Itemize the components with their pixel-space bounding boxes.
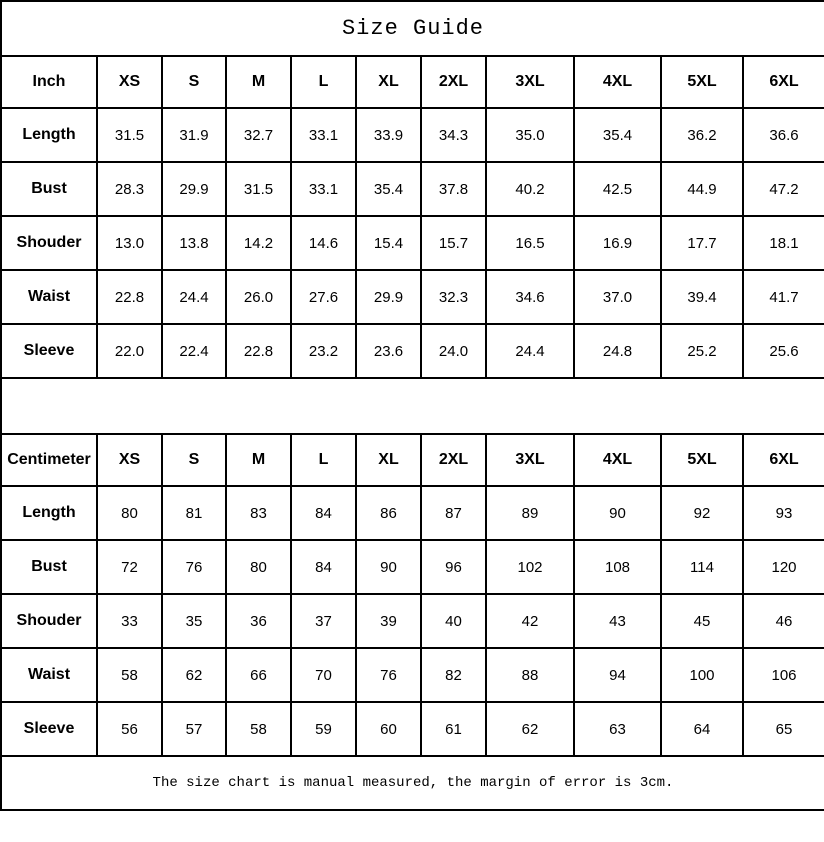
measurement-value: 22.8 <box>97 270 162 324</box>
measurement-label: Sleeve <box>1 702 97 756</box>
measurement-value: 31.5 <box>226 162 291 216</box>
measurement-value: 42 <box>486 594 574 648</box>
size-header-cell: M <box>226 434 291 486</box>
measurement-value: 57 <box>162 702 226 756</box>
measurement-value: 33.1 <box>291 108 356 162</box>
measurement-value: 31.9 <box>162 108 226 162</box>
measurement-value: 62 <box>162 648 226 702</box>
measurement-value: 59 <box>291 702 356 756</box>
measurement-value: 37.8 <box>421 162 486 216</box>
size-header-cell: 4XL <box>574 56 661 108</box>
measurement-label: Shouder <box>1 594 97 648</box>
measurement-value: 29.9 <box>162 162 226 216</box>
measurement-row <box>1 108 824 162</box>
measurement-value: 36.6 <box>743 108 824 162</box>
measurement-label: Length <box>1 486 97 540</box>
measurement-value: 15.4 <box>356 216 421 270</box>
size-header-cell: 3XL <box>486 434 574 486</box>
measurement-value: 35.0 <box>486 108 574 162</box>
measurement-row <box>1 270 824 324</box>
measurement-value: 120 <box>743 540 824 594</box>
measurement-value: 88 <box>486 648 574 702</box>
measurement-value: 34.3 <box>421 108 486 162</box>
measurement-value: 29.9 <box>356 270 421 324</box>
size-header-cell: 6XL <box>743 56 824 108</box>
measurement-label: Length <box>1 108 97 162</box>
unit-header-cell: Centimeter <box>1 434 97 486</box>
measurement-value: 82 <box>421 648 486 702</box>
measurement-value: 39.4 <box>661 270 743 324</box>
measurement-row <box>1 702 824 756</box>
centimeter-section <box>1 434 824 756</box>
measurement-value: 24.0 <box>421 324 486 378</box>
measurement-value: 70 <box>291 648 356 702</box>
measurement-value: 62 <box>486 702 574 756</box>
measurement-value: 13.8 <box>162 216 226 270</box>
measurement-value: 36 <box>226 594 291 648</box>
size-header-cell: 4XL <box>574 434 661 486</box>
footer-note: The size chart is manual measured, the margin of error is 3cm. <box>1 756 824 810</box>
size-header-cell: 5XL <box>661 434 743 486</box>
size-header-cell: 2XL <box>421 56 486 108</box>
measurement-value: 17.7 <box>661 216 743 270</box>
measurement-row <box>1 216 824 270</box>
measurement-value: 26.0 <box>226 270 291 324</box>
measurement-value: 37 <box>291 594 356 648</box>
size-header-cell: 6XL <box>743 434 824 486</box>
measurement-value: 100 <box>661 648 743 702</box>
measurement-value: 35 <box>162 594 226 648</box>
size-header-cell: M <box>226 56 291 108</box>
measurement-value: 76 <box>356 648 421 702</box>
measurement-row <box>1 162 824 216</box>
size-header-row <box>1 434 824 486</box>
measurement-value: 66 <box>226 648 291 702</box>
measurement-value: 43 <box>574 594 661 648</box>
measurement-value: 44.9 <box>661 162 743 216</box>
measurement-row <box>1 324 824 378</box>
measurement-value: 63 <box>574 702 661 756</box>
measurement-value: 22.4 <box>162 324 226 378</box>
measurement-value: 58 <box>226 702 291 756</box>
measurement-label: Sleeve <box>1 324 97 378</box>
measurement-value: 114 <box>661 540 743 594</box>
measurement-value: 96 <box>421 540 486 594</box>
measurement-value: 41.7 <box>743 270 824 324</box>
measurement-value: 80 <box>226 540 291 594</box>
measurement-value: 40.2 <box>486 162 574 216</box>
measurement-value: 35.4 <box>356 162 421 216</box>
measurement-row <box>1 486 824 540</box>
measurement-label: Bust <box>1 540 97 594</box>
measurement-value: 25.2 <box>661 324 743 378</box>
measurement-value: 35.4 <box>574 108 661 162</box>
measurement-label: Waist <box>1 648 97 702</box>
unit-header-cell: Inch <box>1 56 97 108</box>
measurement-value: 33.1 <box>291 162 356 216</box>
measurement-value: 25.6 <box>743 324 824 378</box>
measurement-value: 94 <box>574 648 661 702</box>
measurement-row <box>1 594 824 648</box>
measurement-value: 47.2 <box>743 162 824 216</box>
measurement-value: 23.2 <box>291 324 356 378</box>
size-header-cell: XL <box>356 56 421 108</box>
page-title: Size Guide <box>1 1 824 56</box>
measurement-value: 33.9 <box>356 108 421 162</box>
measurement-value: 28.3 <box>97 162 162 216</box>
size-header-cell: S <box>162 434 226 486</box>
measurement-value: 34.6 <box>486 270 574 324</box>
measurement-value: 108 <box>574 540 661 594</box>
measurement-value: 15.7 <box>421 216 486 270</box>
measurement-value: 90 <box>356 540 421 594</box>
measurement-label: Shouder <box>1 216 97 270</box>
section-gap-row <box>1 378 824 434</box>
measurement-value: 36.2 <box>661 108 743 162</box>
measurement-value: 86 <box>356 486 421 540</box>
measurement-value: 31.5 <box>97 108 162 162</box>
measurement-value: 18.1 <box>743 216 824 270</box>
size-header-cell: L <box>291 56 356 108</box>
measurement-row <box>1 648 824 702</box>
measurement-value: 14.2 <box>226 216 291 270</box>
measurement-value: 83 <box>226 486 291 540</box>
measurement-value: 46 <box>743 594 824 648</box>
size-header-cell: L <box>291 434 356 486</box>
measurement-value: 64 <box>661 702 743 756</box>
measurement-value: 45 <box>661 594 743 648</box>
size-header-cell: XS <box>97 56 162 108</box>
measurement-value: 65 <box>743 702 824 756</box>
measurement-value: 61 <box>421 702 486 756</box>
measurement-value: 76 <box>162 540 226 594</box>
measurement-value: 42.5 <box>574 162 661 216</box>
measurement-value: 22.8 <box>226 324 291 378</box>
size-header-row <box>1 56 824 108</box>
measurement-value: 84 <box>291 486 356 540</box>
measurement-value: 33 <box>97 594 162 648</box>
measurement-value: 24.4 <box>486 324 574 378</box>
size-header-cell: XS <box>97 434 162 486</box>
measurement-value: 23.6 <box>356 324 421 378</box>
footer-note-row <box>1 756 824 810</box>
measurement-value: 14.6 <box>291 216 356 270</box>
measurement-value: 24.4 <box>162 270 226 324</box>
measurement-value: 84 <box>291 540 356 594</box>
measurement-label: Bust <box>1 162 97 216</box>
table-title-row <box>1 1 824 56</box>
measurement-value: 32.3 <box>421 270 486 324</box>
measurement-value: 87 <box>421 486 486 540</box>
size-header-cell: S <box>162 56 226 108</box>
measurement-label: Waist <box>1 270 97 324</box>
measurement-value: 93 <box>743 486 824 540</box>
measurement-value: 72 <box>97 540 162 594</box>
measurement-value: 90 <box>574 486 661 540</box>
measurement-row <box>1 540 824 594</box>
measurement-value: 81 <box>162 486 226 540</box>
measurement-value: 24.8 <box>574 324 661 378</box>
section-gap-cell <box>1 378 824 434</box>
measurement-value: 56 <box>97 702 162 756</box>
measurement-value: 32.7 <box>226 108 291 162</box>
measurement-value: 16.5 <box>486 216 574 270</box>
measurement-value: 102 <box>486 540 574 594</box>
measurement-value: 92 <box>661 486 743 540</box>
measurement-value: 40 <box>421 594 486 648</box>
measurement-value: 16.9 <box>574 216 661 270</box>
measurement-value: 27.6 <box>291 270 356 324</box>
size-header-cell: 5XL <box>661 56 743 108</box>
measurement-value: 37.0 <box>574 270 661 324</box>
measurement-value: 22.0 <box>97 324 162 378</box>
measurement-value: 39 <box>356 594 421 648</box>
size-header-cell: 3XL <box>486 56 574 108</box>
measurement-value: 106 <box>743 648 824 702</box>
measurement-value: 89 <box>486 486 574 540</box>
measurement-value: 80 <box>97 486 162 540</box>
inch-section <box>1 56 824 378</box>
size-header-cell: XL <box>356 434 421 486</box>
measurement-value: 13.0 <box>97 216 162 270</box>
measurement-value: 60 <box>356 702 421 756</box>
measurement-value: 58 <box>97 648 162 702</box>
size-header-cell: 2XL <box>421 434 486 486</box>
